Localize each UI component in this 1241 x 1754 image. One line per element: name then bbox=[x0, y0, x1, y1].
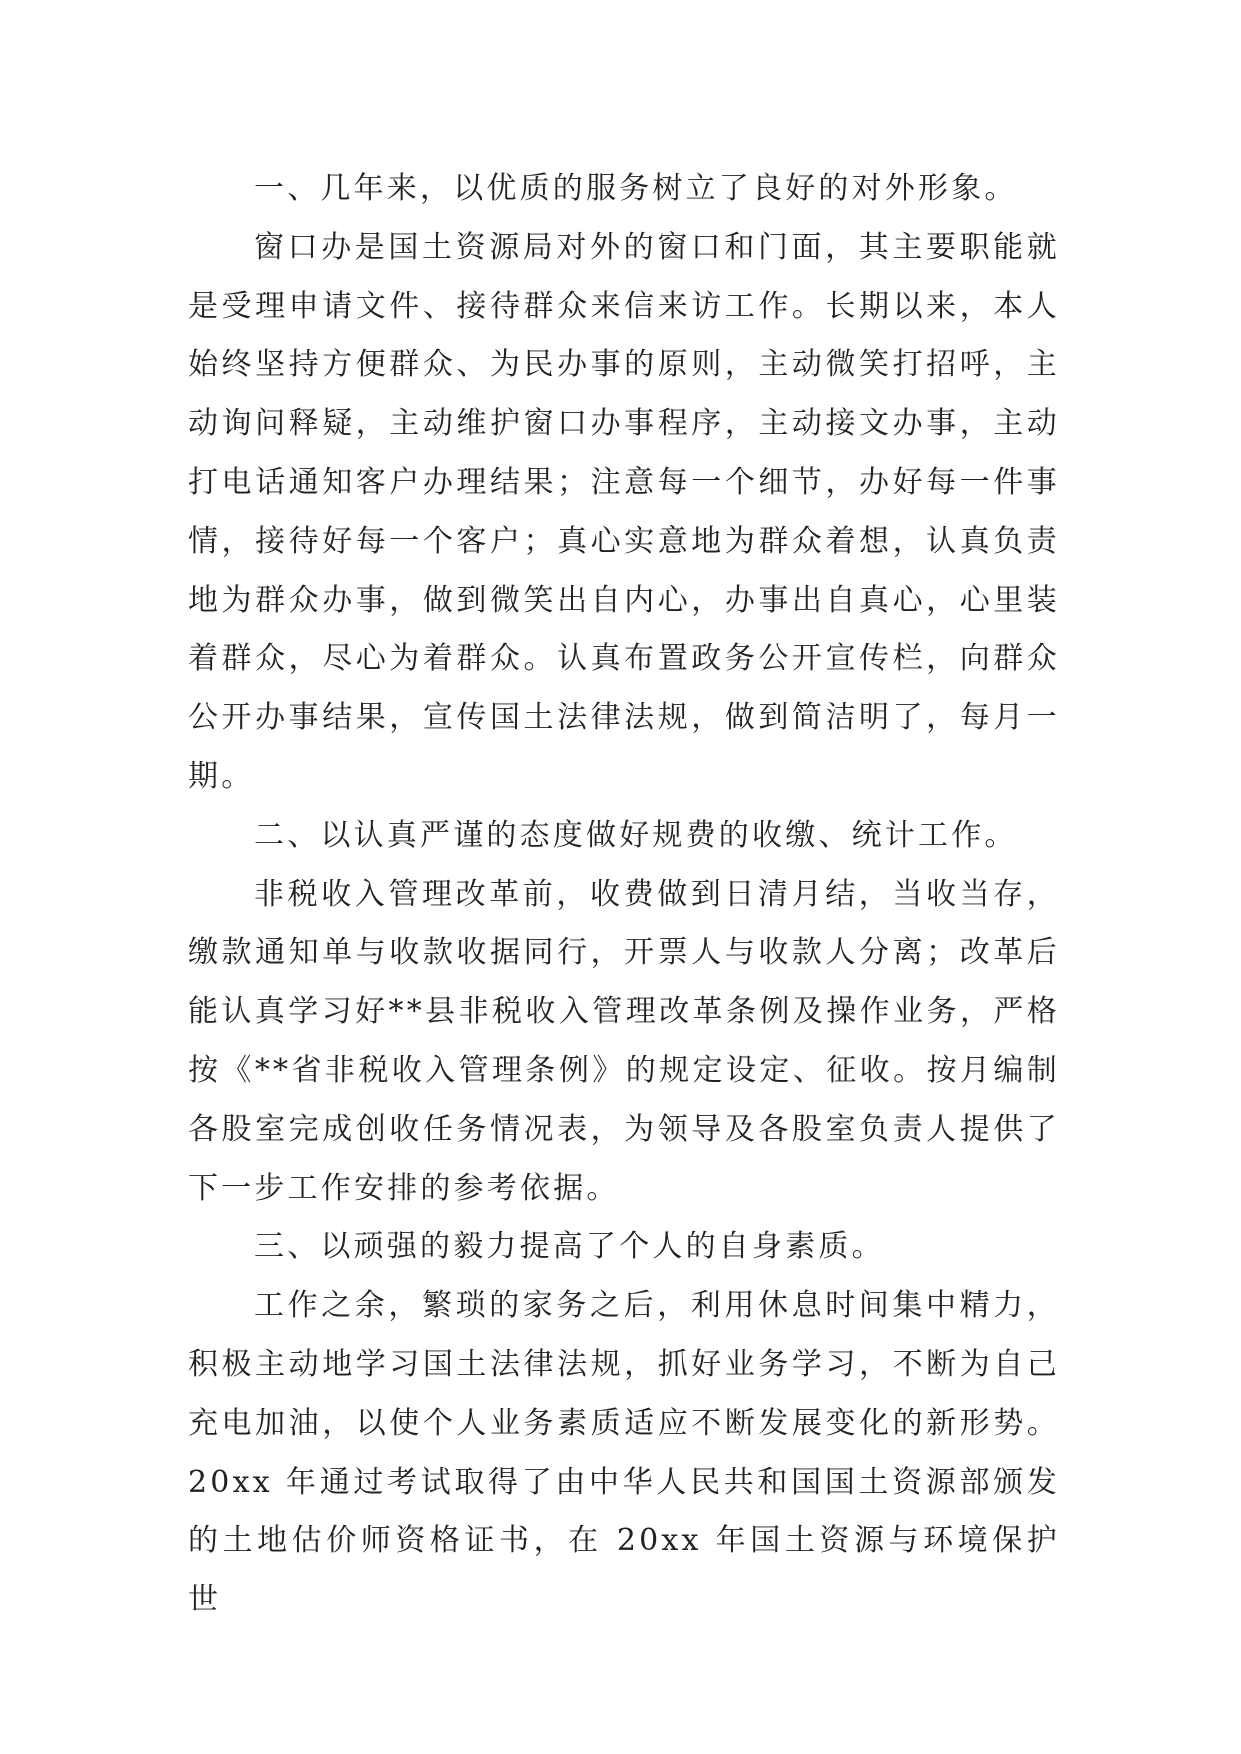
section-paragraph-3: 工作之余，繁琐的家务之后，利用休息时间集中精力，积极主动地学习国土法律法规，抓好业务学习，不断为自己充电加油，以使个人业务素质适应不断发展变化的新形势。20xx 年通过考试取得了由中华人民共和国国土资源部颁发的土地估价师资格证书，在 20xx 年国土资源与环境保护世 bbox=[188, 1288, 1060, 1618]
section-heading-1: 一、几年来，以优质的服务树立了良好的对外形象。 bbox=[254, 171, 1018, 206]
section-paragraph-1: 窗口办是国土资源局对外的窗口和门面，其主要职能就是受理申请文件、接待群众来信来访工作。长期以来，本人始终坚持方便群众、为民办事的原则，主动微笑打招呼，主动询问释疑，主动维护窗口办事程序，主动接文办事，主动打电话通知客户办理结果；注意每一个细节，办好每一件事情，接待好每一个客户；真心实意地为群众着想，认真负责地为群众办事，做到微笑出自内心，办事出自真心，心里装着群众，尽心为着群众。认真布置政务公开宣传栏，向群众公开办事结果，宣传国土法律法规，做到简洁明了，每月一期。 bbox=[188, 229, 1060, 794]
section-paragraph-2: 非税收入管理改革前，收费做到日清月结，当收当存，缴款通知单与收款收据同行，开票人与收款人分离；改革后能认真学习好**县非税收入管理改革条例及操作业务，严格按《**省非税收入管理条例》的规定设定、征收。按月编制各股室完成创收任务情况表，为领导及各股室负责人提供了下一步工作安排的参考依据。 bbox=[188, 876, 1060, 1206]
document-body bbox=[188, 160, 1060, 1630]
section-heading-3: 三、以顽强的毅力提高了个人的自身素质。 bbox=[254, 1229, 885, 1265]
section-heading-2: 二、以认真严谨的态度做好规费的收缴、统计工作。 bbox=[254, 817, 1018, 853]
